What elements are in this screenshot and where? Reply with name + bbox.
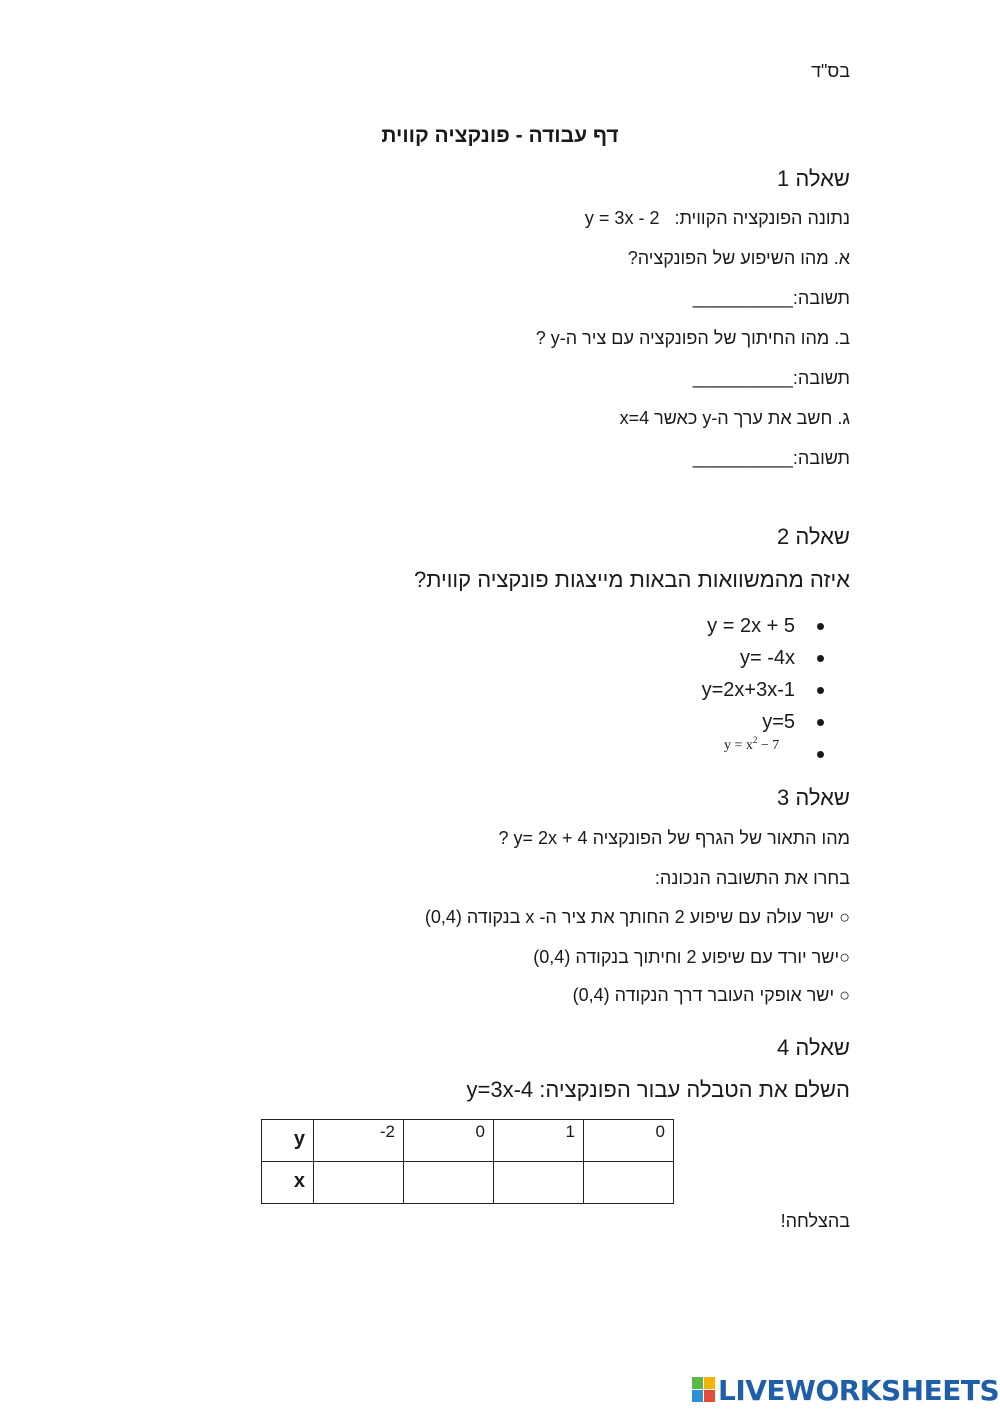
bullet-icon	[817, 655, 824, 662]
q3-question: מהו התאור של הגרף של הפונקציה y= 2x + 4 ?	[498, 828, 850, 848]
q3-question-text: מהו התאור של הגרף של הפונקציה	[592, 828, 850, 848]
q1-given-label: נתונה הפונקציה הקווית:	[674, 208, 850, 228]
y-cell: -2	[314, 1120, 404, 1162]
q3-option-3[interactable]: ○ ישר אופקי העובר דרך הנקודה (0,4)	[572, 985, 850, 1005]
bullet-icon	[817, 719, 824, 726]
q2-option-1: y = 2x + 5	[707, 615, 795, 637]
answer-label: תשובה:	[792, 448, 850, 468]
q1-given	[585, 208, 850, 229]
x-answer-cell[interactable]	[314, 1162, 404, 1204]
row-label-x: x	[262, 1162, 314, 1204]
q1-part-a: א. מהו השיפוע של הפונקציה?	[627, 248, 850, 268]
q1-part-c-text: ג. חשב את ערך ה-y כאשר	[654, 408, 850, 428]
q1-heading: שאלה 1	[777, 166, 850, 191]
liveworksheets-logo-icon	[692, 1377, 716, 1403]
answer-label: תשובה:	[792, 288, 850, 308]
liveworksheets-logo	[692, 1374, 999, 1406]
y-cell: 1	[494, 1120, 584, 1162]
table-row-y	[262, 1120, 674, 1162]
answer-blank[interactable]: __________	[692, 448, 793, 468]
blessing-header: בס"ד	[811, 61, 850, 81]
q4-heading: שאלה 4	[777, 1035, 850, 1060]
bullet-icon	[817, 623, 824, 630]
q2-question: איזה מהמשוואות הבאות מייצגות פונקציה קווית?	[413, 567, 850, 592]
answer-label: תשובה:	[792, 368, 850, 388]
y-cell: 0	[584, 1120, 674, 1162]
x-answer-cell[interactable]	[584, 1162, 674, 1204]
answer-blank[interactable]: __________	[692, 288, 793, 308]
values-table	[261, 1119, 674, 1204]
row-label-y: y	[262, 1120, 314, 1162]
good-luck-text: בהצלחה!	[780, 1211, 850, 1231]
q4-question-equation: y=3x-4	[466, 1077, 534, 1102]
q2-option-3: y=2x+3x-1	[701, 679, 795, 701]
bullet-icon	[817, 751, 824, 758]
q2-heading: שאלה 2	[777, 524, 850, 549]
table-row-x	[262, 1162, 674, 1204]
q4-question-text: השלם את הטבלה עבור הפונקציה:	[539, 1077, 850, 1102]
q1-part-c	[620, 408, 850, 429]
q4-question	[467, 1077, 851, 1103]
q1-answer-c[interactable]	[693, 448, 850, 469]
q2-option-2: y= -4x	[739, 647, 795, 669]
answer-blank[interactable]: __________	[692, 368, 793, 388]
q3-question-equation: y= 2x + 4	[513, 828, 588, 848]
q3-heading: שאלה 3	[777, 785, 850, 810]
q1-given-equation: y = 3x - 2	[584, 208, 660, 228]
q3-instruction: בחרו את התשובה הנכונה:	[654, 868, 850, 888]
q2-option-4: y=5	[762, 711, 795, 733]
q1-answer-b[interactable]	[693, 368, 850, 389]
x-answer-cell[interactable]	[404, 1162, 494, 1204]
page-title: דף עבודה - פונקציה קווית	[381, 124, 619, 147]
q1-part-b: ב. מהו החיתוך של הפונקציה עם ציר ה-y ?	[535, 328, 850, 348]
q3-option-1[interactable]: ○ ישר עולה עם שיפוע 2 החותך את ציר ה- x בנקודה (0,4)	[424, 907, 850, 927]
bullet-icon	[817, 687, 824, 694]
x-answer-cell[interactable]	[494, 1162, 584, 1204]
q1-answer-a[interactable]	[693, 288, 850, 309]
q1-part-c-equation: x=4	[619, 408, 650, 428]
q2-option-5: $y = x^2 - 7$	[724, 735, 780, 753]
q3-option-2[interactable]: ○ישר יורד עם שיפוע 2 וחיתוך בנקודה (0,4)	[533, 947, 850, 967]
liveworksheets-logo-text: LIVEWORKSHEETS	[718, 1373, 1000, 1407]
y-cell: 0	[404, 1120, 494, 1162]
